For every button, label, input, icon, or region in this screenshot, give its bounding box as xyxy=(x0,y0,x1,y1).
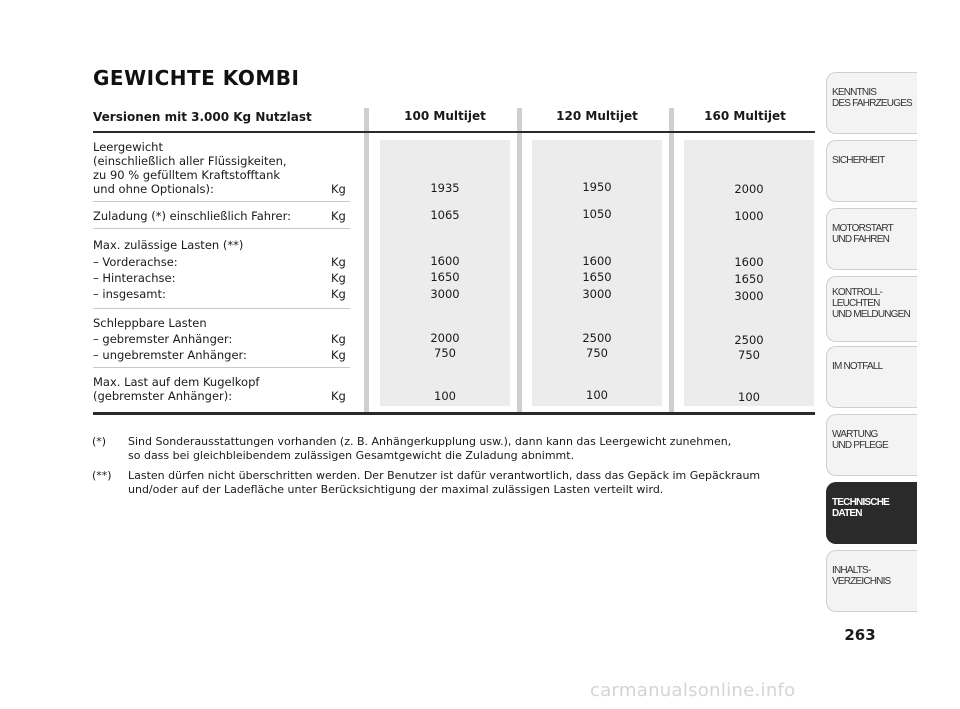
note-marker-1: (*) xyxy=(92,435,107,448)
unit-kg: Kg xyxy=(331,255,346,269)
unit-kg: Kg xyxy=(331,182,346,196)
column-header-160-multijet: 160 Multijet xyxy=(704,109,786,123)
row-label-kugelkopf: Max. Last auf dem Kugelkopf (gebremster Anhänger): xyxy=(93,375,260,403)
tab-kontrollleuchten[interactable]: KONTROLL- LEUCHTEN UND MELDUNGEN xyxy=(826,276,917,342)
tab-wartung[interactable]: WARTUNG UND PFLEGE xyxy=(826,414,917,476)
unit-kg: Kg xyxy=(331,209,346,223)
row-label-gebremster-anhaenger: – gebremster Anhänger: xyxy=(93,332,233,346)
page-title: GEWICHTE KOMBI xyxy=(93,66,300,90)
value-cell: 100 xyxy=(434,389,456,403)
value-cell: 1050 xyxy=(582,207,612,221)
unit-kg: Kg xyxy=(331,389,346,403)
value-cell: 1935 xyxy=(430,181,460,195)
row-label-schleppbare-lasten: Schleppbare Lasten xyxy=(93,316,207,330)
row-divider xyxy=(93,308,350,309)
note-marker-2: (**) xyxy=(92,469,112,482)
note-text-2: Lasten dürfen nicht überschritten werden. Der Benutzer ist dafür verantwortlich, dass das Gepäck im Gepäckraum und/oder auf der Ladefläche unter Berücksichtigung der maximal zulässigen Lasten verteilt wird. xyxy=(128,469,761,496)
tab-inhaltsverzeichnis[interactable]: INHALTS- VERZEICHNIS xyxy=(826,550,917,612)
column-separator xyxy=(517,108,522,414)
row-label-hinterachse: – Hinterachse: xyxy=(93,271,176,285)
value-cell: 1650 xyxy=(734,272,764,286)
row-label-ungebremster-anhaenger: – ungebremster Anhänger: xyxy=(93,348,247,362)
tab-motorstart[interactable]: MOTORSTART UND FAHREN xyxy=(826,208,917,270)
watermark: carmanualsonline.info xyxy=(590,680,796,701)
column-header-120-multijet: 120 Multijet xyxy=(556,109,638,123)
value-cell: 1950 xyxy=(582,180,612,194)
value-cell: 3000 xyxy=(430,287,460,301)
column-separator xyxy=(669,108,674,414)
value-cell: 2000 xyxy=(734,182,764,196)
row-label-insgesamt: – insgesamt: xyxy=(93,287,166,301)
value-cell: 2500 xyxy=(734,333,764,347)
tab-technische-daten[interactable]: TECHNISCHE DATEN xyxy=(826,482,917,544)
value-cell: 750 xyxy=(434,346,456,360)
tab-sicherheit[interactable]: SICHERHEIT xyxy=(826,140,917,202)
value-cell: 100 xyxy=(738,390,760,404)
value-cell: 1065 xyxy=(430,208,460,222)
row-divider xyxy=(93,201,350,202)
versions-label: Versionen mit 3.000 Kg Nutzlast xyxy=(93,110,312,124)
note-text-1: Sind Sonderausstattungen vorhanden (z. B. Anhängerkupplung usw.), dann kann das Leergewicht zunehmen, so dass bei gleichbleibendem zulässigen Gesamtgewicht die Zuladung abnimmt. xyxy=(128,435,732,462)
row-divider xyxy=(93,367,350,368)
page-number: 263 xyxy=(844,626,876,644)
unit-kg: Kg xyxy=(331,332,346,346)
value-cell: 3000 xyxy=(734,289,764,303)
value-cell: 2500 xyxy=(582,331,612,345)
value-cell: 3000 xyxy=(582,287,612,301)
row-label-vorderachse: – Vorderachse: xyxy=(93,255,178,269)
value-cell: 2000 xyxy=(430,331,460,345)
value-cell: 100 xyxy=(586,388,608,402)
value-cell: 750 xyxy=(738,348,760,362)
unit-kg: Kg xyxy=(331,287,346,301)
row-label-max-lasten: Max. zulässige Lasten (**) xyxy=(93,238,244,252)
value-cell: 1600 xyxy=(734,255,764,269)
unit-kg: Kg xyxy=(331,348,346,362)
value-cell: 1000 xyxy=(734,209,764,223)
table-bottom-rule xyxy=(93,412,815,415)
value-cell: 1650 xyxy=(582,270,612,284)
unit-kg: Kg xyxy=(331,271,346,285)
row-label-zuladung: Zuladung (*) einschließlich Fahrer: xyxy=(93,209,291,223)
row-label-leergewicht: Leergewicht (einschließlich aller Flüssigkeiten, zu 90 % gefülltem Kraftstofftank und ohne Optionals): xyxy=(93,140,287,196)
value-cell: 1650 xyxy=(430,270,460,284)
column-header-100-multijet: 100 Multijet xyxy=(404,109,486,123)
value-cell: 1600 xyxy=(430,254,460,268)
value-cell: 1600 xyxy=(582,254,612,268)
row-divider xyxy=(93,228,350,229)
table-top-rule xyxy=(93,131,815,133)
value-cell: 750 xyxy=(586,346,608,360)
tab-im-notfall[interactable]: IM NOTFALL xyxy=(826,346,917,408)
tab-kenntnis[interactable]: KENNTNIS DES FAHRZEUGES xyxy=(826,72,917,134)
column-separator xyxy=(364,108,369,414)
